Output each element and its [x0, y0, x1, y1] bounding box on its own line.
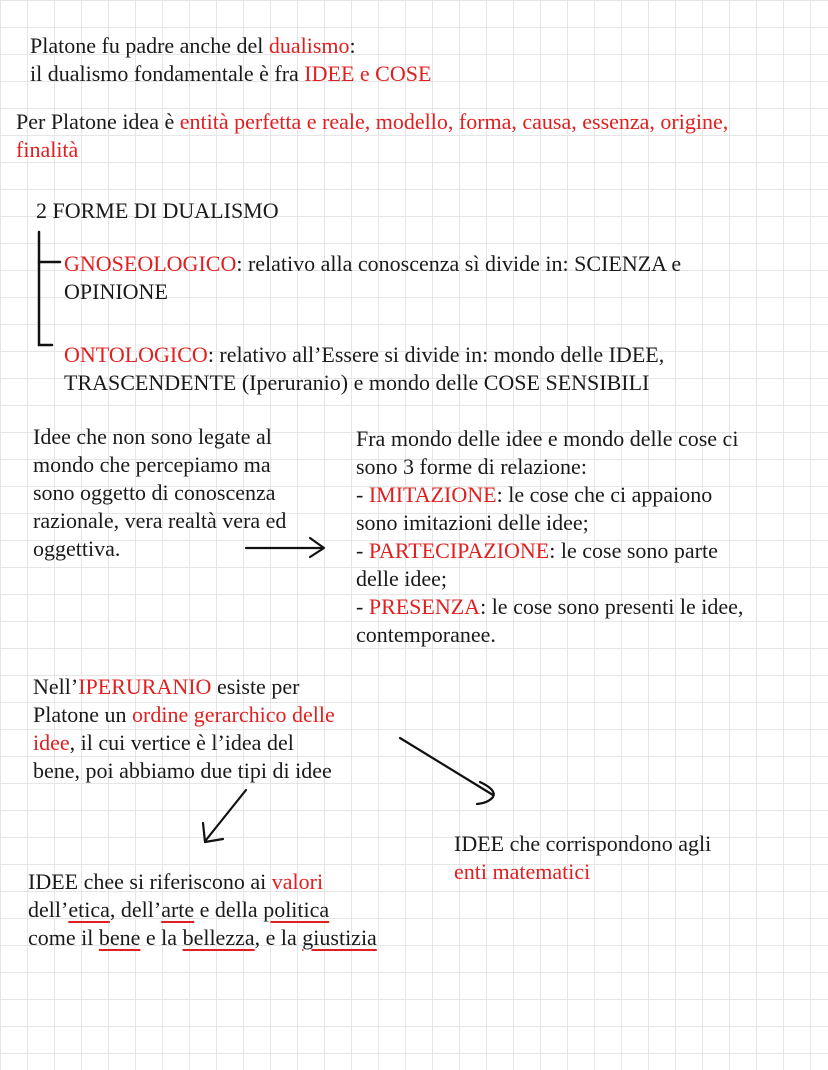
- diagonal-arrow-left-icon: [203, 790, 246, 842]
- arte-term: arte: [161, 897, 195, 922]
- bene-term: bene: [98, 925, 141, 950]
- intro-line-1: Platone fu padre anche del dualismo:: [30, 33, 356, 58]
- forms-title: 2 FORME DI DUALISMO: [36, 198, 279, 223]
- etica-term: etica: [68, 897, 110, 922]
- imitazione-item: - IMITAZIONE: le cose che ci appaiono: [356, 482, 713, 507]
- enti-matematici-term: enti matematici: [454, 859, 591, 884]
- idee-cose-term: IDEE e COSE: [304, 61, 432, 86]
- diagonal-arrow-right-icon: [400, 738, 494, 804]
- left-column-text: Idee che non sono legate al mondo che percepiamo ma sono oggetto di conoscenza razionale, vera realtà vera ed oggettiva.: [33, 424, 287, 561]
- iperuranio-term: IPERURANIO: [78, 674, 212, 699]
- valori-term: valori: [271, 869, 324, 894]
- values-ideas-block: IDEE chee si riferiscono ai valori dell’etica, dell’arte e della politica come il bene e la bellezza, e la giustizia: [28, 869, 377, 950]
- presenza-item: - PRESENZA: le cose sono presenti le idee,: [356, 594, 744, 619]
- giustizia-term: giustizia: [302, 925, 377, 950]
- bracket-line: [39, 232, 60, 345]
- ontologico-label: ONTOLOGICO: [64, 342, 208, 367]
- idea-attributes-end: finalità: [16, 137, 79, 162]
- math-ideas-block: IDEE che corrispondono agli enti matematici: [454, 831, 712, 884]
- idea-attributes: entità perfetta e reale, modello, forma, causa, essenza, origine,: [179, 109, 729, 134]
- dualismo-term: dualismo: [268, 33, 350, 58]
- gnoseologico-label: GNOSEOLOGICO: [64, 251, 237, 276]
- partecipazione-item: - PARTECIPAZIONE: le cose sono parte: [356, 538, 718, 563]
- ordine-gerarchico-term: ordine gerarchico delle: [132, 702, 335, 727]
- iperuranio-block: Nell’IPERURANIO esiste per Platone un ordine gerarchico delle idee, il cui vertice è l’idea del bene, poi abbiamo due tipi di idee: [33, 674, 335, 783]
- intro-line-2: il dualismo fondamentale è fra IDEE e COSE: [30, 61, 432, 86]
- partecipazione-label: PARTECIPAZIONE: [368, 538, 550, 563]
- right-arrow-icon: [246, 538, 324, 557]
- bellezza-term: bellezza: [182, 925, 255, 950]
- imitazione-label: IMITAZIONE: [368, 482, 497, 507]
- relations-column: Fra mondo delle idee e mondo delle cose ci sono 3 forme di relazione: - IMITAZIONE: le cose che ci appaiono sono imitazioni delle idee; - PARTECIPAZIONE: le cose sono parte delle idee; - PRESENZA: le cose sono presenti le idee, contemporanee.: [356, 426, 744, 647]
- ontologico-item: ONTOLOGICO: relativo all’Essere si divide in: mondo delle IDEE, TRASCENDENTE (Iperuranio) e mondo delle COSE SENSIBILI: [64, 342, 665, 395]
- politica-term: politica: [263, 897, 330, 922]
- idea-definition: Per Platone idea è entità perfetta e reale, modello, forma, causa, essenza, origine, finalità: [16, 109, 729, 162]
- gnoseologico-item: GNOSEOLOGICO: relativo alla conoscenza sì divide in: SCIENZA e OPINIONE: [64, 251, 682, 304]
- presenza-label: PRESENZA: [368, 594, 481, 619]
